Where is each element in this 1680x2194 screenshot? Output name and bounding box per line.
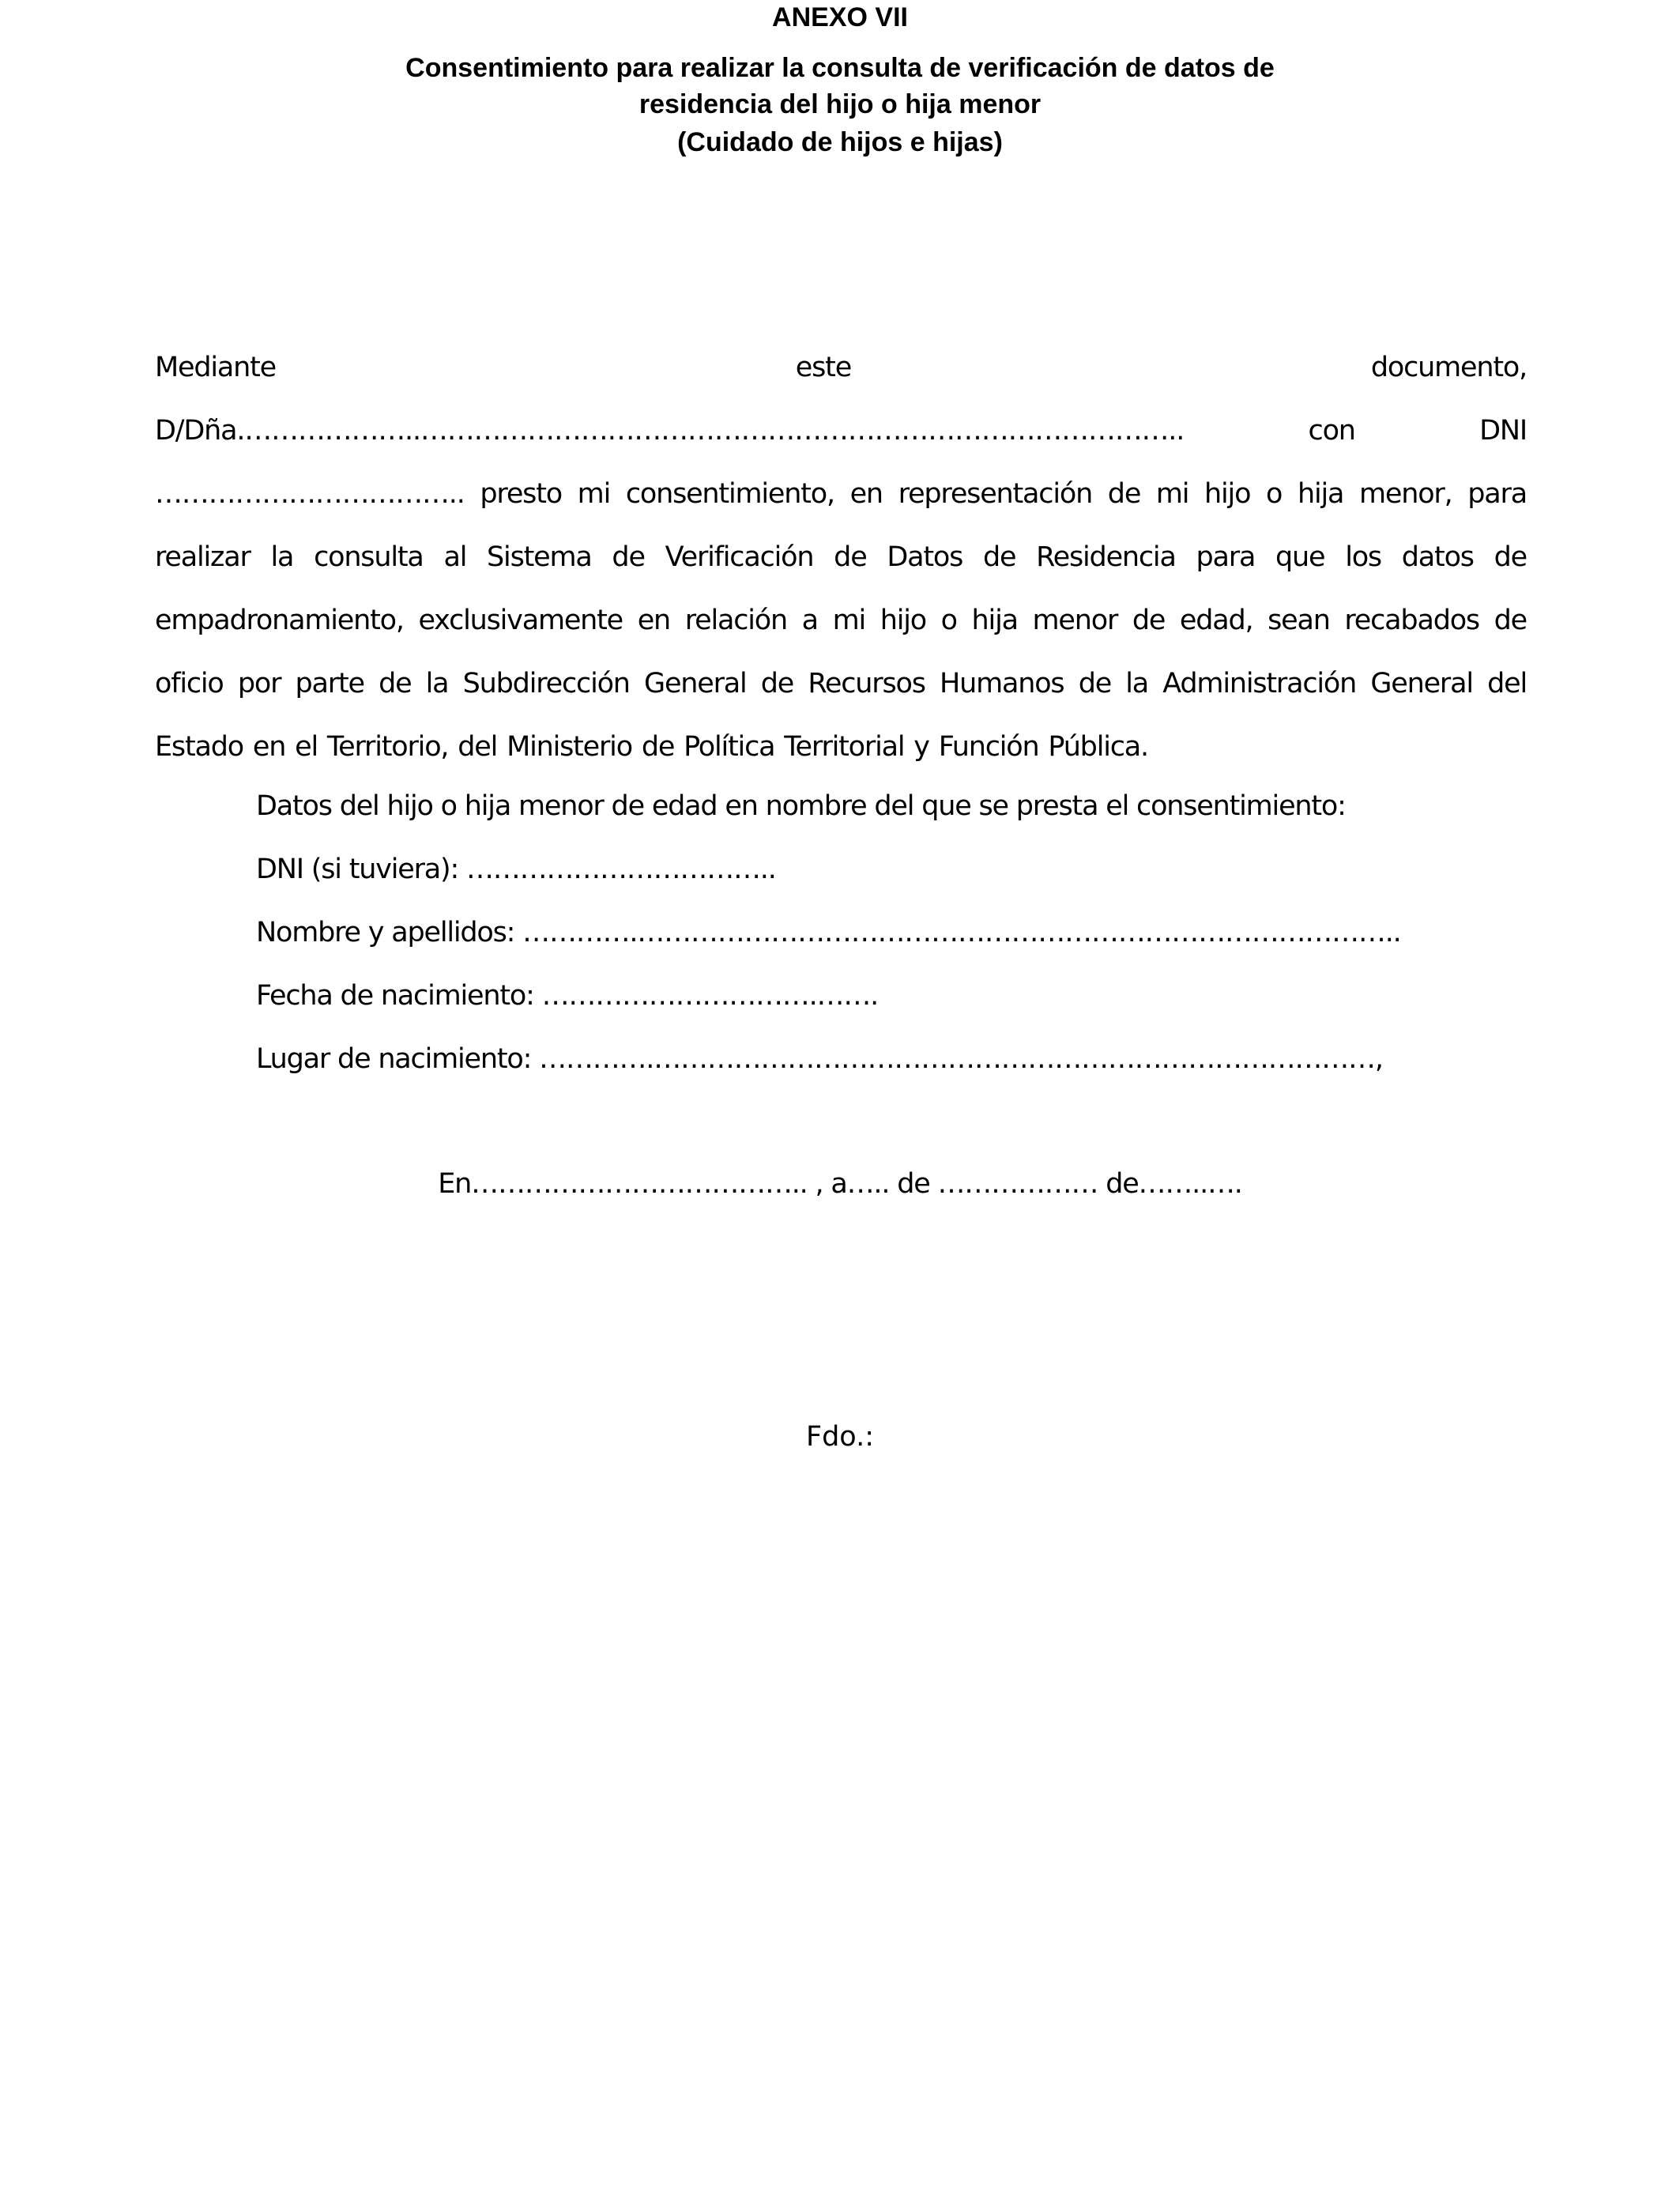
signature-label: Fdo.: — [805, 1421, 875, 1453]
minor-dni-field: DNI (si tuviera): …………………………….. — [256, 854, 776, 885]
document-title-line-3: (Cuidado de hijos e hijas) — [677, 127, 1003, 157]
document-title-line-1: Consentimiento para realizar la consulta de verificación de datos de — [405, 53, 1275, 83]
minor-name-field: Nombre y apellidos: ………….………………………………………………………………………….. — [256, 917, 1401, 948]
place-date-line: En……………………………….. , a….. de ……………… de……..…. — [438, 1168, 1242, 1200]
consent-paragraph: Mediante este documento, D/Dña.………………..………………………………………………………………………….. con DNI …………………………….. presto mi consentimiento, en representación de mi hijo o hija menor, para realizar la consulta al Sistema de Verificación de Datos de Residencia para que los datos de empadronamiento, exclusivamente en relación a mi hijo o hija menor de edad, sean recabados de oficio por parte de la Subdirección General de Recursos Humanos de la Administración General del Estado en el Territorio, del Ministerio de Política Territorial y Función Pública. — [155, 352, 1527, 763]
minor-birthplace-field: Lugar de nacimiento: ………….………………………………………………………………………, — [256, 1043, 1383, 1075]
annex-heading: ANEXO VII — [772, 2, 908, 32]
minor-data-section — [256, 775, 1520, 1091]
document-title-line-2: residencia del hijo o hija menor — [638, 89, 1042, 119]
minor-data-intro: Datos del hijo o hija menor de edad en nombre del que se presta el consentimiento: — [256, 790, 1346, 822]
minor-birthdate-field: Fecha de nacimiento: ………………………….……. — [256, 980, 879, 1012]
